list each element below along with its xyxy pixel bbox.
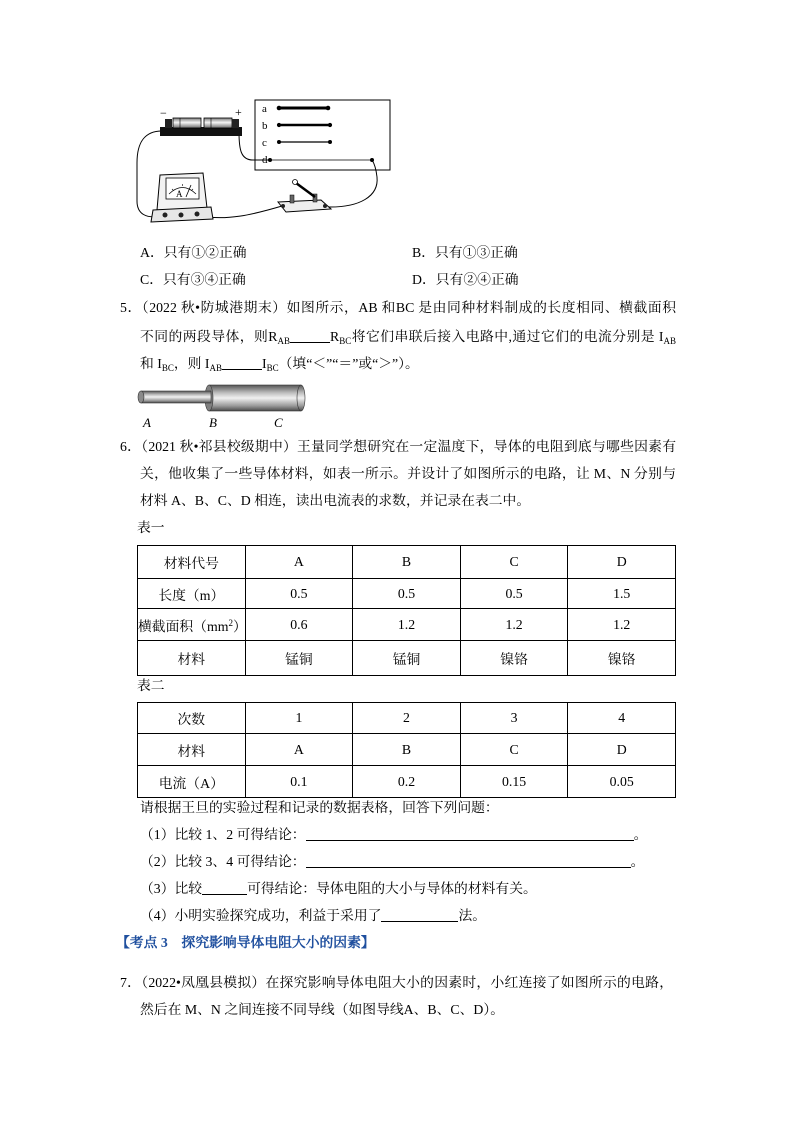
question-6-prompt: 请根据王旦的实验过程和记录的数据表格，回答下列问题： — [140, 800, 499, 815]
table1-cell: 0.5 — [353, 579, 461, 609]
table2-cell: 0.2 — [353, 766, 461, 798]
conductor-ab-thin — [141, 391, 211, 403]
answer-blank — [306, 853, 631, 868]
q5-text: I — [262, 356, 267, 371]
table2-row — [138, 703, 676, 734]
table2-cell: C — [460, 734, 568, 766]
part-text: （4）小明实验探究成功，利益于采用了 — [140, 908, 382, 923]
question-6-line-1: 6．（2021 秋•祁县校级期中）王量同学想研究在一定温度下，导体的电阻到底与哪些因素有 — [120, 439, 676, 454]
option-d: D．只有②④正确 — [412, 272, 519, 287]
part-text: （2）比较 3、4 可得结论： — [140, 854, 306, 869]
table1-cell: 1.5 — [568, 579, 676, 609]
conductor-wire-b-end-right — [328, 123, 332, 127]
table-1-caption: 表一 — [137, 520, 165, 535]
ammeter-terminal-2 — [179, 213, 184, 218]
switch-blade — [296, 183, 315, 197]
table1-cell: A — [245, 546, 353, 579]
table1-row — [138, 579, 676, 609]
part-text: （3）比较 — [140, 881, 203, 896]
table1-row — [138, 641, 676, 676]
question-5-line-1: 5．（2022 秋•防城港期末）如图所示，AB 和BC 是由同种材料制成的长度相同、横截面积 — [120, 300, 676, 315]
label-text: ） — [232, 618, 247, 634]
table1-cell: 镍铬 — [568, 641, 676, 676]
part-text: （1）比较 1、2 可得结论： — [140, 827, 306, 842]
label-point-a: A — [143, 415, 151, 430]
table1-cell: 锰铜 — [353, 641, 461, 676]
table2-cell: 0.05 — [568, 766, 676, 798]
table2-row-label: 次数 — [138, 703, 246, 734]
question-6-line-3: 材料 A、B、C、D 相连，读出电流表的求数，并记录在表二中。 — [140, 493, 531, 508]
switch-handle — [293, 180, 298, 185]
table2-cell: 3 — [460, 703, 568, 734]
q5-text: （填“＜”“＝”或“＞”）。 — [278, 356, 419, 371]
conductor-board — [255, 100, 390, 170]
label-point-c: C — [274, 415, 283, 430]
table2-cell: 0.1 — [245, 766, 353, 798]
q5-text: 将它们串联后接入电路中,通过它们的电流分别是 I — [351, 329, 664, 344]
option-b: B．只有①③正确 — [412, 245, 518, 260]
question-6-part-4 — [140, 906, 486, 926]
table2-cell: 0.15 — [460, 766, 568, 798]
table2-row-label: 电流（A） — [138, 766, 246, 798]
table1-row-label: 材料 — [138, 641, 246, 676]
conductor-bc-end-cap — [297, 385, 305, 411]
subscript: BC — [339, 336, 352, 346]
section-heading: 【考点 3 探究影响导体电阻大小的因素】 — [116, 935, 375, 950]
battery-cell-right — [204, 118, 232, 128]
table1-cell: 0.5 — [245, 579, 353, 609]
label-point-b: B — [209, 415, 217, 430]
answer-blank — [306, 826, 634, 841]
question-6-part-3 — [140, 879, 537, 899]
table-2-caption: 表二 — [137, 678, 165, 693]
label-text: 横截面积（mm — [138, 618, 229, 634]
battery-positive-label: + — [235, 105, 242, 119]
switch-terminal-left — [281, 204, 285, 208]
subscript: BC — [266, 363, 279, 373]
table1-cell: C — [460, 546, 568, 579]
table1-row-label — [138, 609, 246, 641]
table2-row — [138, 734, 676, 766]
part-text: 可得结论：导体电阻的大小与导体的材料有关。 — [247, 881, 537, 896]
battery-terminal-left — [165, 119, 172, 128]
superscript: 2 — [228, 617, 233, 628]
ammeter-terminal-1 — [163, 213, 168, 218]
question-6-line-2: 关，他收集了一些导体材料，如表一所示。并设计了如图所示的电路，让 M、N 分别与 — [140, 466, 676, 481]
option-a: A．只有①②正确 — [140, 245, 247, 260]
table1-row-label: 长度（m） — [138, 579, 246, 609]
answer-blank — [202, 880, 247, 895]
table-2 — [137, 702, 676, 798]
question-5-line-2 — [140, 327, 676, 347]
table2-cell: D — [568, 734, 676, 766]
q5-text: 和 I — [140, 356, 162, 371]
conductor-wire-a-end-right — [326, 106, 331, 111]
part-text: 。 — [633, 827, 648, 842]
battery-negative-label: − — [160, 106, 167, 120]
table2-cell: 4 — [568, 703, 676, 734]
table-1 — [137, 545, 676, 676]
answer-blank — [290, 328, 330, 343]
conductor-wire-c-end-right — [328, 140, 332, 144]
conductor-wire-a-end-left — [277, 106, 282, 111]
q5-text: R — [330, 329, 340, 344]
q5-text: 不同的两段导体，则R — [140, 329, 278, 344]
table1-cell: D — [568, 546, 676, 579]
answer-blank — [381, 907, 458, 922]
switch-terminal-right — [323, 204, 327, 208]
subscript: AB — [277, 336, 291, 346]
table2-row-label: 材料 — [138, 734, 246, 766]
table1-cell: 锰铜 — [245, 641, 353, 676]
table2-row — [138, 766, 676, 798]
ammeter-symbol: A — [176, 189, 183, 199]
table1-cell: 0.5 — [460, 579, 568, 609]
table1-row-label: 材料代号 — [138, 546, 246, 579]
table2-cell: B — [353, 734, 461, 766]
battery-terminal-right — [232, 119, 239, 128]
battery-cell-left — [173, 118, 201, 128]
table1-cell: 镍铬 — [460, 641, 568, 676]
circuit-diagram — [120, 95, 400, 240]
part-text: 。 — [630, 854, 645, 869]
table2-cell: 2 — [353, 703, 461, 734]
table1-cell: B — [353, 546, 461, 579]
table2-cell: 1 — [245, 703, 353, 734]
conductor-wire-c-end-left — [277, 140, 281, 144]
conductor-figure-abc — [135, 378, 310, 430]
table1-cell: 1.2 — [568, 609, 676, 641]
subscript: AB — [209, 363, 223, 373]
conductor-ab-end-cap — [138, 391, 144, 403]
subscript: BC — [161, 363, 174, 373]
question-6-part-1 — [140, 825, 647, 845]
conductor-wire-b-end-left — [277, 123, 281, 127]
question-5-line-3 — [140, 354, 419, 374]
table1-cell: 1.2 — [353, 609, 461, 641]
q5-text: ，则 I — [173, 356, 210, 371]
switch-post-left — [290, 195, 294, 203]
answer-blank — [222, 355, 262, 370]
table1-cell: 1.2 — [460, 609, 568, 641]
ammeter-dial — [166, 178, 199, 199]
question-7-line-2: 然后在 M、N 之间连接不同导线（如图导线A、B、C、D）。 — [140, 1002, 505, 1017]
ammeter-terminal-3 — [195, 212, 200, 217]
table2-cell: A — [245, 734, 353, 766]
wire-label-a: a — [262, 103, 267, 115]
wire-label-d: d — [262, 154, 268, 166]
question-7-line-1: 7．（2022•凤凰县模拟）在探究影响导体电阻大小的因素时，小红连接了如图所示的电路， — [120, 975, 673, 990]
part-text: 法。 — [458, 908, 487, 923]
table1-cell: 0.6 — [245, 609, 353, 641]
table1-row — [138, 609, 676, 641]
option-c: C．只有③④正确 — [140, 272, 246, 287]
wire-label-b: b — [262, 120, 268, 132]
wire-label-c: c — [262, 137, 267, 149]
question-6-part-2 — [140, 852, 644, 872]
conductor-bc-thick — [209, 385, 301, 411]
subscript: AB — [663, 336, 677, 346]
table1-row — [138, 546, 676, 579]
